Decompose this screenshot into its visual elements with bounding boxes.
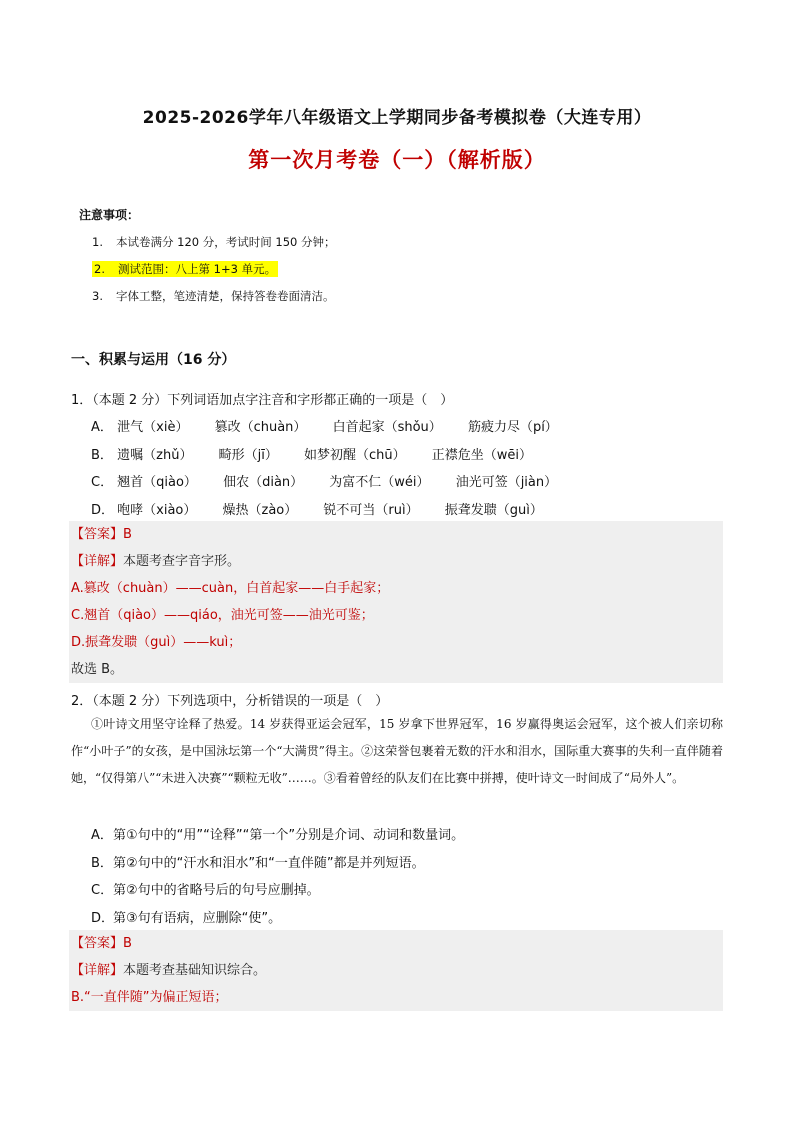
q1-option-d: D． 咆哮（xiào） 燥热（zào） 锐不可当（ruì） 振聋发聩（guì）: [91, 503, 543, 518]
question-1-stem: 1．（本题 2 分）下列词语加点字注音和字形都正确的一项是（ ）: [71, 393, 454, 408]
explain-line: D.振聋发聩（guì）——kuì；: [71, 635, 242, 650]
q2-option-c: C．第②句中的省略号后的句号应删掉。: [91, 883, 320, 898]
notice-list: [92, 233, 336, 314]
notice-item-highlighted: [92, 260, 336, 287]
notice-title: 注意事项：: [79, 208, 140, 222]
q1-option-b: B． 遗嘱（zhǔ） 畸形（jī） 如梦初醒（chū） 正襟危坐（wēi）: [91, 448, 532, 463]
highlight: 2. 测试范围：八上第 1+3 单元。: [94, 262, 277, 276]
conclusion-line: 故选 B。: [71, 662, 124, 677]
q2-option-a: A．第①句中的“用”“诠释”“第一个”分别是介词、动词和数量词。: [91, 828, 465, 843]
answer-line: 【答案】B: [71, 527, 132, 542]
notice-item-text: 测试范围：八上第 1+3 单元。: [118, 262, 277, 276]
q1-option-a: A． 泄气（xiè） 篡改（chuàn） 白首起家（shǒu） 筋疲力尽（pí）: [91, 420, 558, 435]
page-subtitle: 第一次月考卷（一）（解析版）: [248, 148, 546, 172]
notice-item: 1. 本试卷满分 120 分，考试时间 150 分钟；: [92, 235, 336, 249]
q1-option-c: C． 翘首（qiào） 佃农（diàn） 为富不仁（wéi） 油光可签（jiàn）: [91, 475, 558, 490]
notice-item: 3. 字体工整，笔迹清楚，保持答卷卷面清洁。: [92, 289, 335, 303]
detail-line: 【详解】本题考查基础知识综合。: [71, 963, 267, 978]
answer-value: B: [123, 936, 132, 951]
q2-option-d: D．第③句有语病，应删除“使”。: [91, 911, 282, 926]
q2-passage: ①叶诗文用坚守诠释了热爱。14 岁获得亚运会冠军，15 岁拿下世界冠军，16 岁赢得奥运会冠军，这个被人们亲切称作“小叶子”的女孩，是中国泳坛第一个“大满贯”得主。②这荣誉包裹着无数的汗水和泪水，国际重大赛事的失利一直伴随着她，“仅得第八”“未进入决赛”“颗粒无收”……。③看着曾经的队友们在比赛中拼搏，使叶诗文一时间成了“局外人”。: [71, 717, 723, 785]
question-2-stem: 2．（本题 2 分）下列选项中，分析错误的一项是（ ）: [71, 694, 389, 709]
section-heading: 一、积累与运用（16 分）: [71, 352, 236, 368]
page-title: 2025-2026学年八年级语文上学期同步备考模拟卷（大连专用）: [142, 108, 652, 128]
explain-line: C.翘首（qiào）——qiáo，油光可签——油光可鉴；: [71, 608, 374, 623]
q2-option-b: B．第②句中的“汗水和泪水”和“一直伴随”都是并列短语。: [91, 856, 425, 871]
q1-answer-block: [69, 521, 723, 683]
notice-item-text: 本试卷满分 120 分，考试时间 150 分钟；: [116, 235, 336, 249]
explain-line: B.“一直伴随”为偏正短语；: [71, 990, 228, 1005]
notice-item-text: 字体工整，笔迹清楚，保持答卷卷面清洁。: [116, 289, 335, 303]
answer-value: B: [123, 527, 132, 542]
detail-line: 【详解】本题考查字音字形。: [71, 554, 241, 569]
answer-line: 【答案】B: [71, 936, 132, 951]
q2-answer-block: [69, 930, 723, 1011]
explain-line: A.篡改（chuàn）——cuàn，白首起家——白手起家；: [71, 581, 390, 596]
